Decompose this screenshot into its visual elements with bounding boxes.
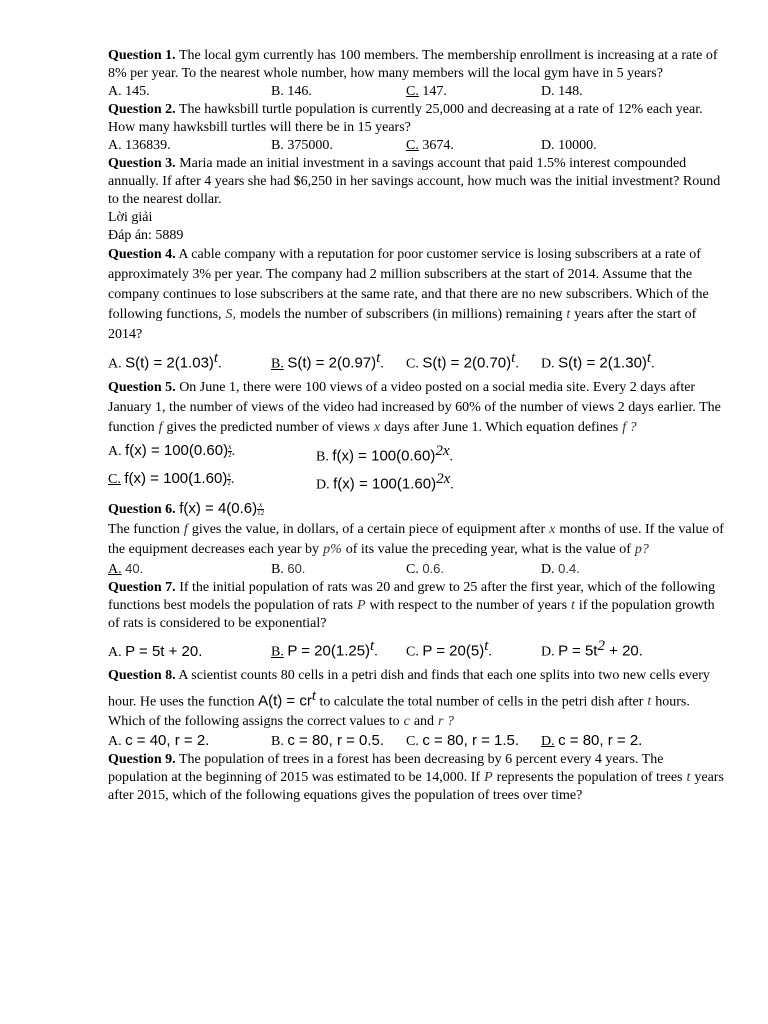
question-6: Question 6. f(x) = 4(0.6) $\frac{x}{12}$ <box>108 499 265 517</box>
choices-q2 <box>108 137 726 155</box>
choices-q5-row2 <box>108 470 726 495</box>
math-var: t <box>647 694 652 710</box>
math-var: r ? <box>438 714 454 730</box>
question-8: Question 8. A scientist counts 80 cells in a petri dish and finds that each one splits into two new cells every hour. He uses the function $A(t) = cr^t$ to calculate the total number of cells in the petri dish after t hours. Which of the following assigns the correct values to c and r ? <box>108 667 710 730</box>
math-var: f <box>183 521 188 537</box>
choice-c: C. $S(t) = 2(0.70)^t$. <box>406 350 519 372</box>
choices-q6 <box>108 560 726 579</box>
choices-q1 <box>108 83 726 101</box>
question-4: Question 4. A cable company with a reputation for poor customer service is losing subscribers at a rate of approximately 3% per year. The company had 2 million subscribers at the start of 2014. Assume that the company continues to lose subscribers at the same rate, and that there are no new subscribers. Which of the following functions, S, models the number of subscribers (in millions) remaining t years after the start of 2014? <box>108 247 709 342</box>
choice-c: C. f(x) = 100(1.60) $\frac{x}{2}$ . <box>108 470 235 488</box>
question-2 <box>108 101 726 137</box>
choice-b: B. $S(t) = 2(0.97)^t$. <box>271 350 384 372</box>
choice-c: C. $P = 20(5)^t$. <box>406 637 492 660</box>
math-var: x <box>373 419 381 435</box>
choice-b: B. 375000. <box>271 138 333 153</box>
choice-a: A. f(x) = 100(0.60) $\frac{x}{2}$ . <box>108 441 236 459</box>
choices-q4 <box>108 345 726 378</box>
choice-c: C. 147. <box>406 84 447 99</box>
solution-label: Lời giải <box>108 210 153 225</box>
choice-d: D. 10000. <box>541 138 597 153</box>
math-var: x <box>549 521 556 537</box>
question-label: Question 1. <box>108 48 176 63</box>
math-var: p% <box>323 541 342 557</box>
choice-a: A. P = 5t + 20. <box>108 642 203 660</box>
question-label: Question 7. <box>108 579 176 595</box>
document-page <box>108 47 726 805</box>
choice-c: C. 3674. <box>406 138 454 153</box>
math-var: p? <box>634 541 649 557</box>
math-var: S, <box>225 307 237 322</box>
choice-a: A. $S(t) = 2(1.03)^t$. <box>108 350 222 372</box>
question-text: Maria made an initial investment in a savings account that paid 1.5% interest compounded annually. If after 4 years she had $6,250 in her savings account, how much was the initial investment? Round to the nearest dollar. <box>108 156 721 207</box>
question-label: Question 5. <box>108 379 176 395</box>
function-expr: f(x) = 4(0.6) <box>179 499 258 517</box>
choice-b: B. $f(x) = 100(0.60)^{2x}$. <box>316 442 453 465</box>
choice-a: A. c = 40, r = 2. <box>108 732 210 750</box>
choice-d: D. $S(t) = 2(1.30)^t$. <box>541 350 655 372</box>
choice-b: B. $P = 20(1.25)^t$. <box>271 637 378 660</box>
question-5: Question 5. On June 1, there were 100 views of a video posted on a social media site. Every 2 days after January 1, the number of views of the video had increased by 60% of the number of views 2 days earlier. The function f gives the predicted number of views x days after June 1. Which equation defines f ? <box>108 379 721 435</box>
choices-q8 <box>108 732 726 751</box>
choice-c: C. c = 80, r = 1.5. <box>406 732 520 750</box>
math-var: P <box>356 597 366 613</box>
choice-d: D. 0.4. <box>541 560 580 577</box>
question-9: Question 9. The population of trees in a forest has been decreasing by 6 percent every 4 years. The population at the beginning of 2015 was estimated to be 14,000. If P represents the population of trees t years after 2015, which of the following equations gives the population of trees over time? <box>108 752 724 804</box>
question-text: The local gym currently has 100 members. The membership enrollment is increasing at a rate of 8% per year. To the nearest whole number, how many members will the local gym have in 5 years? <box>108 48 718 81</box>
choice-a: A. 40. <box>108 560 144 577</box>
question-3 <box>108 155 726 209</box>
math-var: P <box>484 770 493 786</box>
question-label: Question 9. <box>108 752 176 768</box>
choice-b: B. c = 80, r = 0.5. <box>271 732 385 750</box>
choice-d: D. $P = 5t^2 + 20$. <box>541 637 643 660</box>
math-var: c <box>403 714 410 730</box>
question-label: Question 2. <box>108 102 176 117</box>
question-label: Question 4. <box>108 247 176 262</box>
question-label: Question 8. <box>108 667 176 683</box>
question-7: Question 7. If the initial population of rats was 20 and grew to 25 after the first year, which of the following functions best models the population of rats P with respect to the number of years t if the population growth of rats is considered to be exponential? <box>108 579 716 631</box>
answer-text: Đáp án: 5889 <box>108 228 184 243</box>
choice-a: A. 145. <box>108 84 150 99</box>
choices-q5-row1 <box>108 442 726 467</box>
function-expr: A(t) = cr <box>258 692 312 710</box>
question-6-text: The function f gives the value, in dollars, of a certain piece of equipment after x months of use. If the value of the equipment decreases each year by p% of its value the preceding year, what is the value of p? <box>108 521 724 557</box>
math-var: t <box>566 307 571 322</box>
question-text: The hawksbill turtle population is currently 25,000 and decreasing at a rate of 12% each year. How many hawksbill turtles will there be in 15 years? <box>108 102 703 135</box>
question-1 <box>108 47 726 83</box>
question-label: Question 6. <box>108 501 176 517</box>
choice-d: D. 148. <box>541 84 583 99</box>
math-var: t <box>571 597 575 613</box>
choice-c: C. 0.6. <box>406 560 445 577</box>
math-var: t <box>686 770 691 786</box>
choice-b: B. 146. <box>271 84 312 99</box>
choice-b: B. 60. <box>271 560 306 577</box>
choice-d: D. c = 80, r = 2. <box>541 732 643 750</box>
math-var: f <box>158 419 163 435</box>
choice-a: A. 136839. <box>108 138 171 153</box>
choices-q7 <box>108 633 726 666</box>
question-label: Question 3. <box>108 156 176 171</box>
math-var: f ? <box>622 419 637 435</box>
choice-d: D. $f(x) = 100(1.60)^{2x}$. <box>316 471 454 493</box>
